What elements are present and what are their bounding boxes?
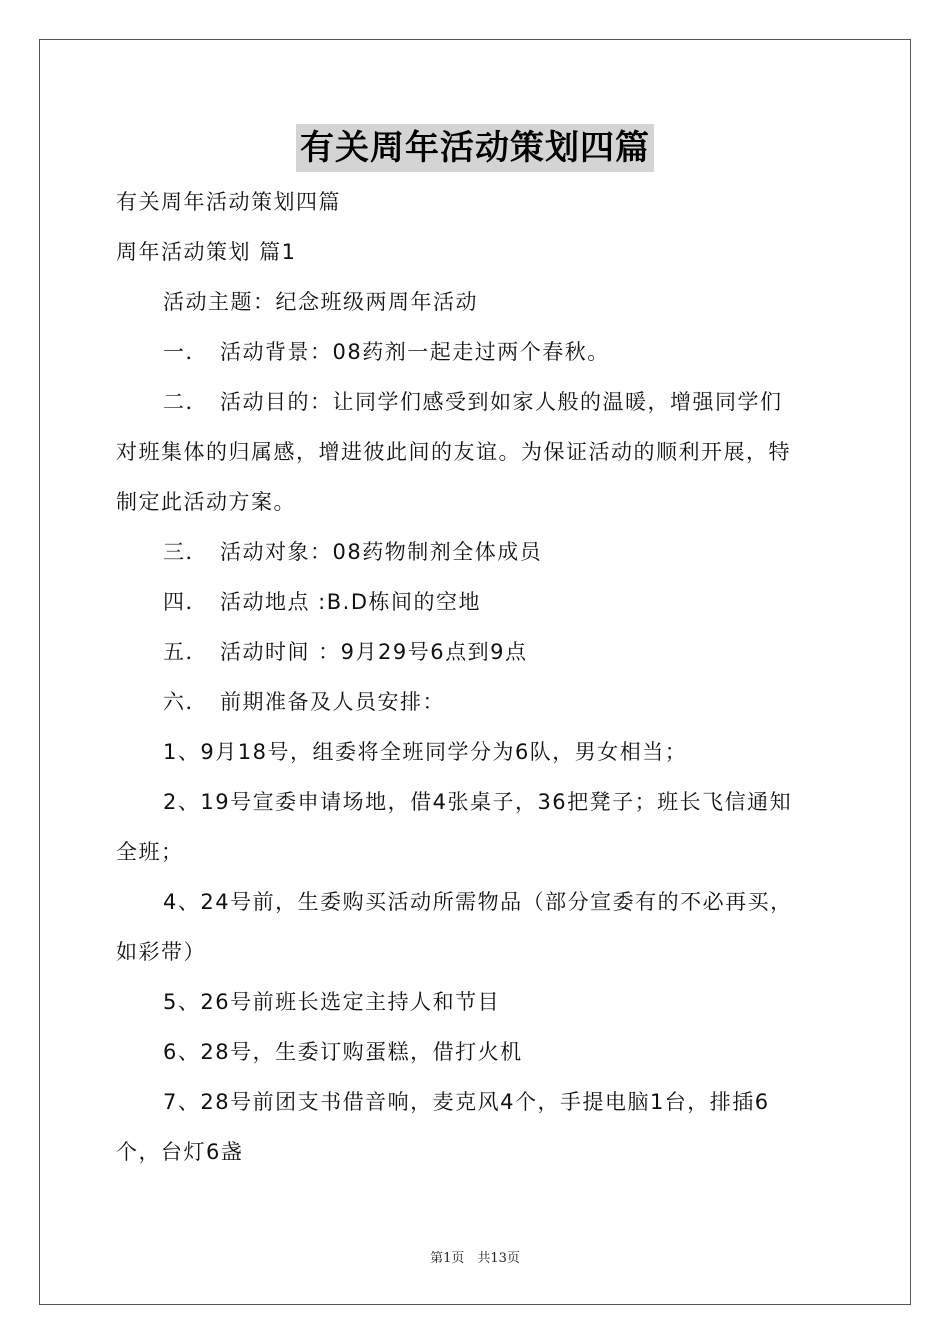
section-heading: 周年活动策划 篇1 (116, 240, 297, 264)
paragraph-line: 一． 活动背景：08药剂一起走过两个春秋。 (163, 340, 610, 364)
paragraph-line: 二． 活动目的：让同学们感受到如家人般的温暖，增强同学们 (163, 390, 783, 414)
page-footer: 第1页 共13页 (430, 1251, 520, 1266)
paragraph-line: 个，台灯6盏 (116, 1140, 244, 1164)
paragraph-line: 五． 活动时间 ：9月29号6点到9点 (163, 640, 528, 664)
subtitle-line: 有关周年活动策划四篇 (116, 190, 341, 214)
paragraph-line: 2、19号宣委申请场地，借4张桌子，36把凳子；班长飞信通知 (163, 790, 793, 814)
paragraph-line: 4、24号前，生委购买活动所需物品（部分宣委有的不必再买， (163, 890, 793, 914)
paragraph-line: 四． 活动地点 :B.D栋间的空地 (163, 590, 482, 614)
paragraph-line: 三． 活动对象：08药物制剂全体成员 (163, 540, 543, 564)
paragraph-line: 六． 前期准备及人员安排： (163, 690, 445, 714)
paragraph-line: 活动主题：纪念班级两周年活动 (163, 290, 478, 314)
title-container (0, 124, 950, 172)
paragraph-line: 制定此活动方案。 (116, 490, 296, 514)
paragraph-line: 7、28号前团支书借音响，麦克风4个，手提电脑1台，排插6 (163, 1090, 770, 1114)
paragraph-line: 1、9月18号，组委将全班同学分为6队，男女相当； (163, 740, 688, 764)
paragraph-line: 6、28号，生委订购蛋糕，借打火机 (163, 1040, 523, 1064)
document-title: 有关周年活动策划四篇 (296, 124, 654, 172)
paragraph-line: 如彩带） (116, 940, 206, 964)
paragraph-line: 全班； (116, 840, 184, 864)
paragraph-line: 对班集体的归属感，增进彼此间的友谊。为保证活动的顺利开展，特 (116, 440, 791, 464)
paragraph-line: 5、26号前班长选定主持人和节目 (163, 990, 501, 1014)
